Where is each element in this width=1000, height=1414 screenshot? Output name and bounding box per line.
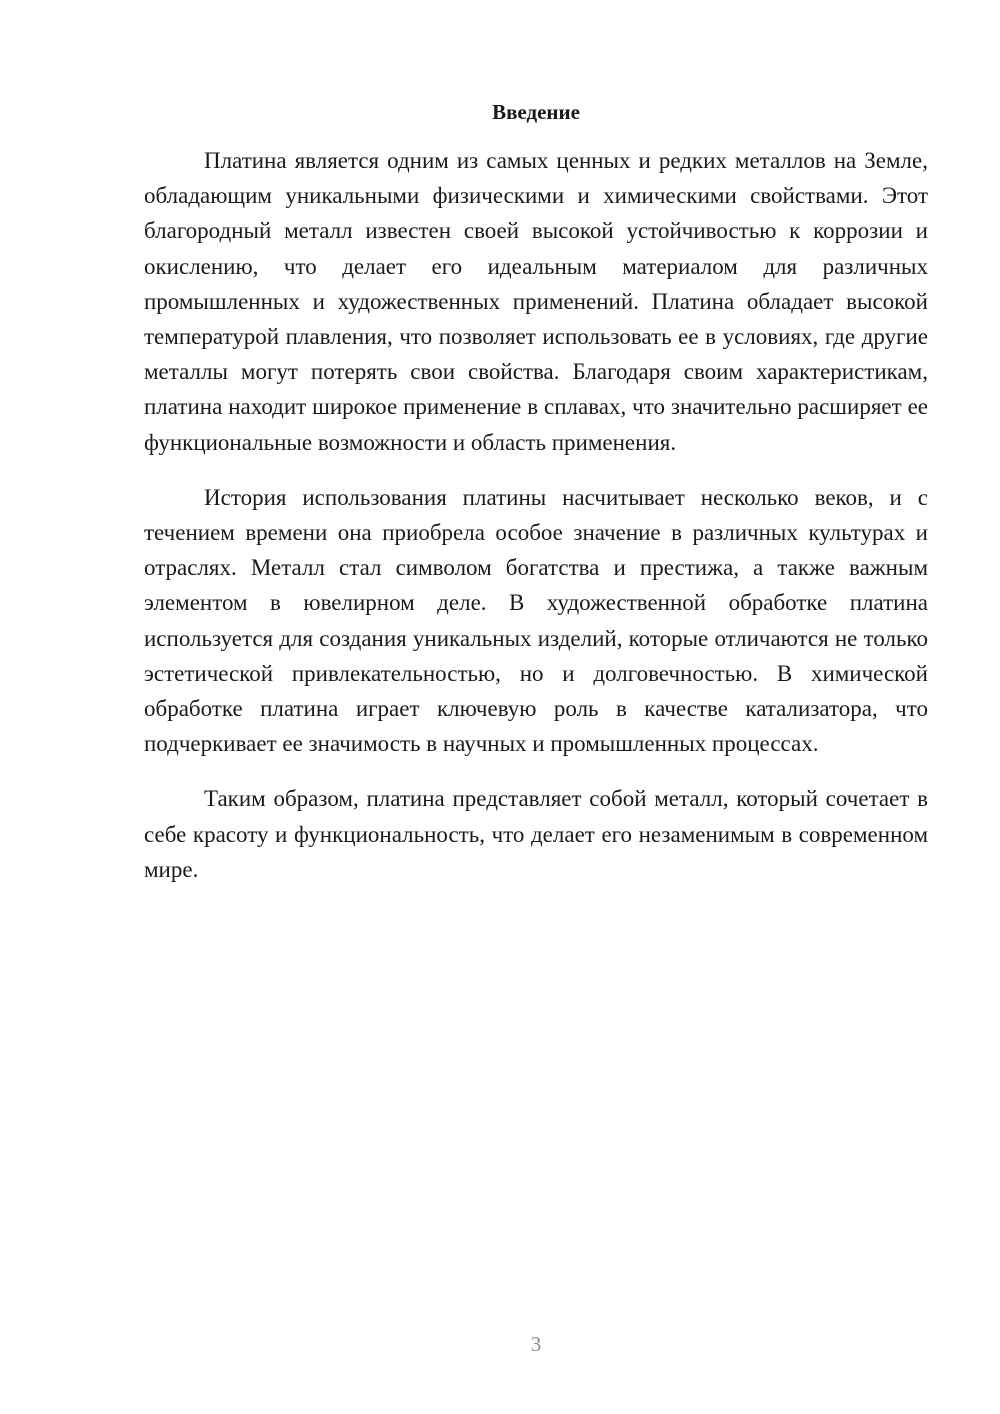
section-heading: Введение bbox=[492, 100, 580, 124]
page-number: 3 bbox=[530, 1332, 542, 1356]
page-content bbox=[144, 98, 928, 907]
paragraph-3: Таким образом, платина представляет собой металл, который сочетает в себе красоту и функциональность, что делает его незаменимым в современном мире. bbox=[144, 786, 928, 882]
paragraph-2: История использования платины насчитывает несколько веков, и с течением времени она приобрела особое значение в различных культурах и отраслях. Металл стал символом богатства и престижа, а также важным элементом в ювелирном деле. В художественной обработке платина используется для создания уникальных изделий, которые отличаются не только эстетической привлекательностью, но и долговечностью. В химической обработке платина играет ключевую роль в качестве катализатора, что подчеркивает ее значимость в научных и промышленных процессах. bbox=[144, 484, 928, 757]
paragraph-1: Платина является одним из самых ценных и редких металлов на Земле, обладающим уникальными физическими и химическими свойствами. Этот благородный металл известен своей высокой устойчивостью к коррозии и окислению, что делает его идеальным материалом для различных промышленных и художественных применений. Платина обладает высокой температурой плавления, что позволяет использовать ее в условиях, где другие металлы могут потерять свои свойства. Благодаря своим характеристикам, платина находит широкое применение в сплавах, что значительно расширяет ее функциональные возможности и область применения. bbox=[144, 148, 928, 455]
